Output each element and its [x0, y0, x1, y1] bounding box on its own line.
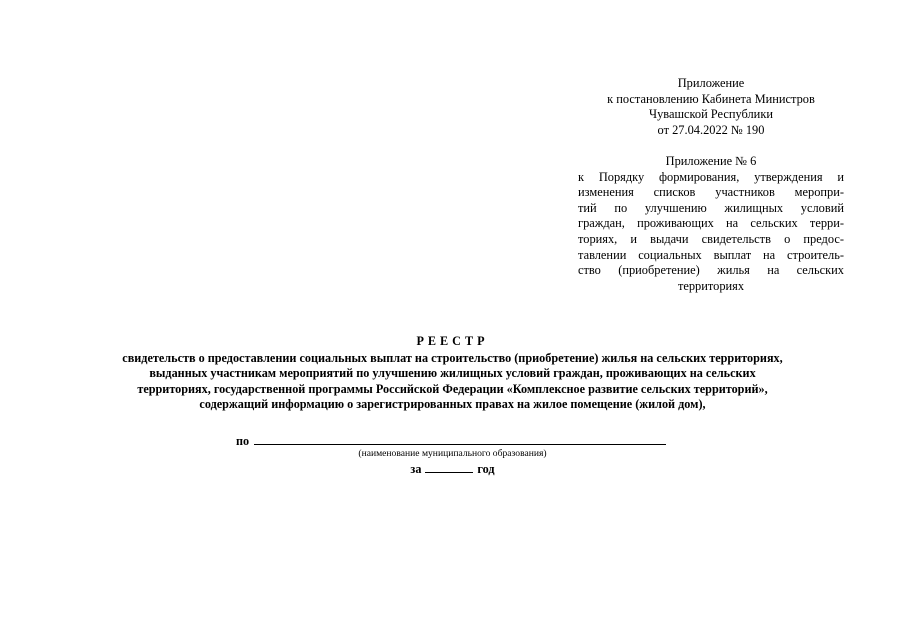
annex-title: Приложение	[677, 76, 745, 90]
registry-title-line: территориях, государственной программы Российской Федерации «Комплексное развитие сельских территорий»,	[137, 381, 768, 396]
municipality-blank-field[interactable]	[254, 433, 666, 445]
za-label: за	[410, 462, 422, 476]
appendix-title: Приложение № 6	[665, 153, 757, 168]
appendix-last-line: территориях	[677, 278, 745, 293]
po-label: по	[236, 434, 250, 448]
appendix-line: тавлении социальных выплат на строитель-	[578, 247, 844, 262]
year-blank-field[interactable]	[425, 461, 473, 473]
appendix-line: изменения списков участников меропри-	[578, 185, 844, 200]
annex-republic: Чувашской Республики	[649, 107, 773, 122]
annex-header	[578, 76, 844, 294]
year-row	[0, 461, 905, 477]
appendix-line: граждан, проживающих на сельских терри-	[578, 216, 844, 231]
registry-title	[40, 334, 865, 412]
year-label: год	[477, 462, 495, 476]
appendix-line: ториях, и выдачи свидетельств о предос-	[578, 231, 844, 246]
appendix-line: ство (приобретение) жилья на сельских	[578, 263, 844, 278]
registry-heading: РЕЕСТР	[416, 334, 489, 348]
annex-date-number: от 27.04.2022 № 190	[657, 122, 765, 137]
municipality-row	[236, 433, 666, 449]
registry-title-line: выданных участникам мероприятий по улучшению жилищных условий граждан, проживающих на сельских	[149, 366, 756, 381]
appendix-line: тий по улучшению жилищных условий	[578, 200, 844, 215]
annex-to: к постановлению Кабинета Министров	[607, 91, 815, 106]
registry-title-line: содержащий информацию о зарегистрированных правах на жилое помещение (жилой дом),	[199, 396, 706, 411]
registry-title-line: свидетельств о предоставлении социальных выплат на строительство (приобретение) жилья на сельских территориях,	[122, 351, 783, 366]
municipality-caption: (наименование муниципального образования)	[358, 448, 547, 459]
appendix-line: к Порядку формирования, утверждения и	[578, 169, 844, 184]
